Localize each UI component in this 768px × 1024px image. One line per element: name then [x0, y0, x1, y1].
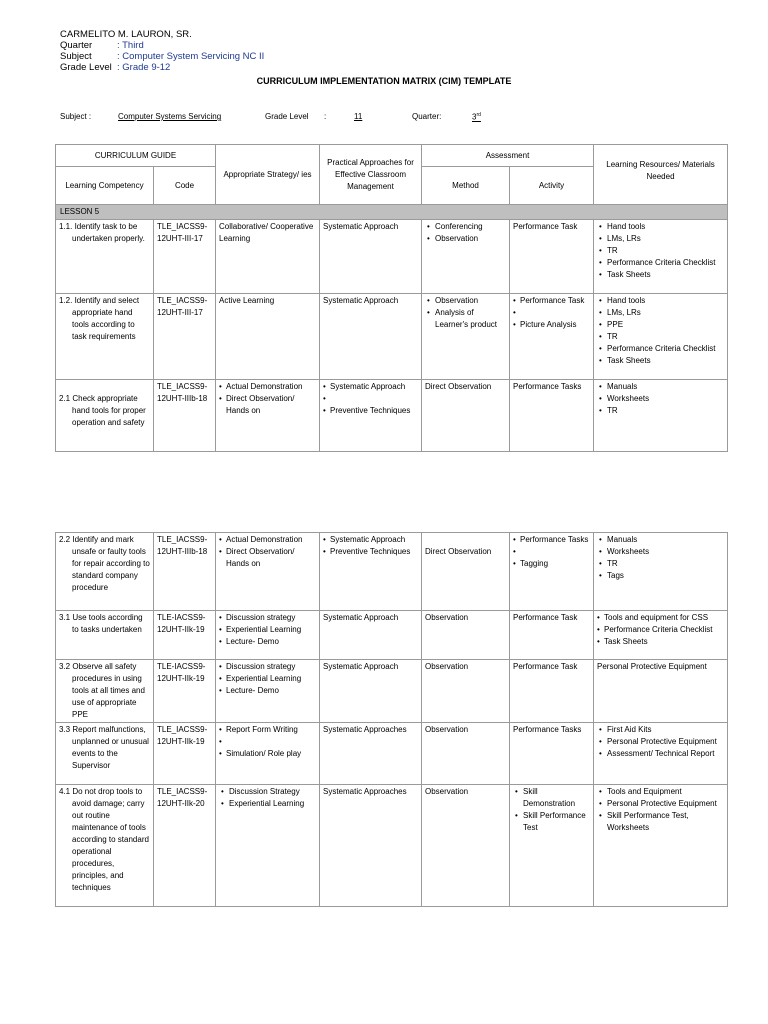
- resources-cell: [594, 220, 728, 294]
- practical-text: Systematic Approach: [323, 613, 399, 622]
- strategy-cell: [216, 220, 320, 294]
- activity-cell: [510, 785, 594, 907]
- cim-table-page-2: [55, 532, 728, 907]
- code-cell: TLE_IACSS9-12UHT-IIk-19: [154, 723, 216, 785]
- activity-cell: [510, 220, 594, 294]
- activity-text: Performance Task: [513, 662, 578, 671]
- resource-item: • Tools and equipment for CSS: [597, 612, 724, 624]
- strategy-cell: [216, 294, 320, 380]
- lesson-label: LESSON 5: [56, 205, 728, 220]
- info-label: Grade Level: [60, 62, 112, 73]
- resource-item: • Performance Criteria Checklist: [597, 624, 724, 636]
- practical-cell: [320, 660, 422, 723]
- activity-cell: [510, 533, 594, 611]
- method-item: • Observation: [425, 233, 506, 245]
- method-cell: [422, 220, 510, 294]
- activity-text: Performance Task: [513, 222, 578, 231]
- info-label: Subject: [60, 51, 92, 62]
- code-cell: TLE_IACSS9-12UHT-IIIb-18: [154, 380, 216, 452]
- method-cell: [422, 785, 510, 907]
- method-item: • Conferencing: [425, 221, 506, 233]
- resource-item: • Skill Performance Test, Worksheets: [597, 810, 724, 834]
- competency-cell: 1.2. Identify and select appropriate hand tools according to task requirements: [56, 294, 154, 380]
- practical-item: • Preventive Techniques: [323, 546, 418, 558]
- info-value: : Computer System Servicing NC II: [117, 51, 265, 62]
- method-item: • Observation: [425, 295, 506, 307]
- resources-cell: [594, 533, 728, 611]
- info-label: Quarter: [60, 40, 93, 51]
- table-row: [56, 723, 728, 785]
- table-row: [56, 220, 728, 294]
- strategy-item: • Experiential Learning: [219, 798, 316, 810]
- resources-cell: [594, 294, 728, 380]
- method-cell: [422, 723, 510, 785]
- quarter-number: 3: [472, 112, 477, 122]
- activity-cell: [510, 660, 594, 723]
- resource-item: • TR: [597, 558, 724, 570]
- practical-text: Systematic Approach: [323, 662, 399, 671]
- strategy-cell: [216, 611, 320, 660]
- table-row: [56, 785, 728, 907]
- activity-item: • Picture Analysis: [513, 319, 590, 331]
- header-curriculum-guide: CURRICULUM GUIDE: [56, 145, 216, 167]
- practical-cell: [320, 294, 422, 380]
- strategy-item: • Discussion strategy: [219, 661, 316, 673]
- strategy-item: • Experiential Learning: [219, 673, 316, 685]
- method-text: Direct Observation: [425, 382, 492, 391]
- resource-item: • First Aid Kits: [597, 724, 724, 736]
- table-row: [56, 294, 728, 380]
- table-row: [56, 660, 728, 723]
- subject-label: Subject :: [60, 112, 92, 121]
- resource-item: • Task Sheets: [597, 636, 724, 648]
- resource-item: • TR: [597, 331, 724, 343]
- resource-item: • Hand tools: [597, 221, 724, 233]
- resources-cell: [594, 380, 728, 452]
- resource-item: • LMs, LRs: [597, 233, 724, 245]
- resource-item: • Assessment/ Technical Report: [597, 748, 724, 760]
- cim-table-page-1: [55, 144, 728, 452]
- practical-cell: [320, 785, 422, 907]
- table-row: [56, 380, 728, 452]
- activity-item: • Skill Performance Test: [513, 810, 590, 834]
- competency-cell: 3.3 Report malfunctions, unplanned or unusual events to the Supervisor: [56, 723, 154, 785]
- grade-colon: :: [324, 112, 327, 121]
- header-strategy: Appropriate Strategy/ ies: [216, 145, 320, 205]
- resource-item: • TR: [597, 245, 724, 257]
- method-text: Observation: [425, 725, 469, 734]
- practical-item: • Systematic Approach: [323, 534, 418, 546]
- practical-cell: [320, 380, 422, 452]
- activity-item: • Skill Demonstration: [513, 786, 590, 810]
- teacher-info: [60, 29, 264, 73]
- resource-item: • Task Sheets: [597, 269, 724, 281]
- resource-item: • Worksheets: [597, 393, 724, 405]
- strategy-cell: [216, 533, 320, 611]
- strategy-item: • Discussion Strategy: [219, 786, 316, 798]
- practical-cell: [320, 220, 422, 294]
- header-method: Method: [422, 167, 510, 205]
- code-cell: TLE_IACSS9-12UHT-IIk-20: [154, 785, 216, 907]
- practical-spacer: [323, 393, 418, 405]
- competency-cell: 3.1 Use tools according to tasks undertaken: [56, 611, 154, 660]
- method-cell: [422, 380, 510, 452]
- strategy-item: • Simulation/ Role play: [219, 748, 316, 760]
- code-cell: TLE_IACSS9-12UHT-III-17: [154, 220, 216, 294]
- code-cell: TLE_IACSS9-12UHT-III-17: [154, 294, 216, 380]
- activity-item: • Tagging: [513, 558, 590, 570]
- resource-item: • Task Sheets: [597, 355, 724, 367]
- strategy-item: • Actual Demonstration: [219, 534, 316, 546]
- table-row: [56, 611, 728, 660]
- quarter-label: Quarter:: [412, 112, 442, 121]
- document-title: CURRICULUM IMPLEMENTATION MATRIX (CIM) TEMPLATE: [256, 76, 512, 86]
- resource-item: • Tools and Equipment: [597, 786, 724, 798]
- strategy-item: • Direct Observation/ Hands on: [219, 393, 316, 417]
- activity-text: Performance Tasks: [513, 382, 582, 391]
- resource-item: • Tags: [597, 570, 724, 582]
- method-cell: [422, 660, 510, 723]
- header-assessment: Assessment: [422, 145, 594, 167]
- resources-cell: [594, 611, 728, 660]
- practical-cell: [320, 723, 422, 785]
- resource-item: • LMs, LRs: [597, 307, 724, 319]
- strategy-cell: [216, 785, 320, 907]
- competency-cell: 3.2 Observe all safety procedures in using tools at all times and use of appropriate PPE: [56, 660, 154, 723]
- method-cell: [422, 611, 510, 660]
- strategy-text: Active Learning: [219, 296, 275, 305]
- strategy-cell: [216, 380, 320, 452]
- info-value: : Third: [117, 40, 144, 51]
- practical-text: Systematic Approaches: [323, 787, 407, 796]
- competency-cell: 2.1 Check appropriate hand tools for proper operation and safety: [56, 380, 154, 452]
- strategy-cell: [216, 660, 320, 723]
- strategy-item: • Direct Observation/ Hands on: [219, 546, 316, 570]
- quarter-value: [472, 112, 481, 122]
- info-quarter: [60, 40, 264, 51]
- resource-item: • Personal Protective Equipment: [597, 798, 724, 810]
- resources-cell: [594, 723, 728, 785]
- competency-cell: 4.1 Do not drop tools to avoid damage; carry out routine maintenance of tools according to standard operational procedures, principles, and techniques: [56, 785, 154, 907]
- strategy-spacer: [219, 736, 316, 748]
- activity-item: • Performance Task: [513, 295, 590, 307]
- method-text: Observation: [425, 613, 469, 622]
- strategy-item: • Experiential Learning: [219, 624, 316, 636]
- resource-item: • PPE: [597, 319, 724, 331]
- competency-cell: 1.1. Identify task to be undertaken properly.: [56, 220, 154, 294]
- resource-item: • Hand tools: [597, 295, 724, 307]
- resource-item: • Manuals: [597, 381, 724, 393]
- grade-label: Grade Level: [265, 112, 309, 121]
- table-row: [56, 533, 728, 611]
- teacher-name: CARMELITO M. LAURON, SR.: [60, 29, 192, 40]
- practical-text: Systematic Approach: [323, 222, 399, 231]
- resource-item: • TR: [597, 405, 724, 417]
- resources-cell: [594, 785, 728, 907]
- info-subject: [60, 51, 264, 62]
- activity-cell: [510, 380, 594, 452]
- activity-cell: [510, 611, 594, 660]
- activity-cell: [510, 294, 594, 380]
- practical-item: • Systematic Approach: [323, 381, 418, 393]
- activity-item: • Performance Tasks: [513, 534, 590, 546]
- competency-cell: 2.2 Identify and mark unsafe or faulty tools for repair according to standard company procedure: [56, 533, 154, 611]
- practical-text: Systematic Approaches: [323, 725, 407, 734]
- resource-item: • Performance Criteria Checklist: [597, 257, 724, 269]
- resource-item: • Manuals: [597, 534, 724, 546]
- resource-text: Personal Protective Equipment: [597, 662, 707, 671]
- activity-cell: [510, 723, 594, 785]
- header-learning-competency: Learning Competency: [56, 167, 154, 205]
- activity-text: Performance Task: [513, 613, 578, 622]
- code-cell: TLE-IACSS9-12UHT-IIk-19: [154, 660, 216, 723]
- strategy-item: • Actual Demonstration: [219, 381, 316, 393]
- practical-cell: [320, 533, 422, 611]
- strategy-item: • Discussion strategy: [219, 612, 316, 624]
- header-code: Code: [154, 167, 216, 205]
- resource-item: • Personal Protective Equipment: [597, 736, 724, 748]
- method-cell: [422, 294, 510, 380]
- strategy-text: Collaborative/ Cooperative Learning: [219, 222, 314, 243]
- method-item: • Analysis of Learner's product: [425, 307, 506, 331]
- practical-cell: [320, 611, 422, 660]
- strategy-item: • Lecture- Demo: [219, 685, 316, 697]
- method-cell: [422, 533, 510, 611]
- header-activity: Activity: [510, 167, 594, 205]
- quarter-suffix: rd: [476, 112, 481, 118]
- info-grade-level: [60, 62, 264, 73]
- method-text: Direct Observation: [425, 547, 492, 556]
- code-cell: TLE-IACSS9-12UHT-IIk-19: [154, 611, 216, 660]
- practical-item: • Preventive Techniques: [323, 405, 418, 417]
- activity-text: Performance Tasks: [513, 725, 582, 734]
- activity-spacer: [513, 307, 590, 319]
- info-value: : Grade 9-12: [117, 62, 171, 73]
- strategy-cell: [216, 723, 320, 785]
- grade-value: 11: [354, 112, 363, 121]
- resource-item: • Performance Criteria Checklist: [597, 343, 724, 355]
- header-practical: Practical Approaches for Effective Classroom Management: [320, 145, 422, 205]
- strategy-item: • Report Form Writing: [219, 724, 316, 736]
- header-resources: Learning Resources/ Materials Needed: [594, 145, 728, 205]
- method-text: Observation: [425, 662, 469, 671]
- activity-spacer: [513, 546, 590, 558]
- resource-item: • Worksheets: [597, 546, 724, 558]
- practical-text: Systematic Approach: [323, 296, 399, 305]
- subject-value: Computer Systems Servicing: [118, 112, 222, 121]
- strategy-item: • Lecture- Demo: [219, 636, 316, 648]
- resources-cell: [594, 660, 728, 723]
- method-text: Observation: [425, 787, 469, 796]
- code-cell: TLE_IACSS9-12UHT-IIIb-18: [154, 533, 216, 611]
